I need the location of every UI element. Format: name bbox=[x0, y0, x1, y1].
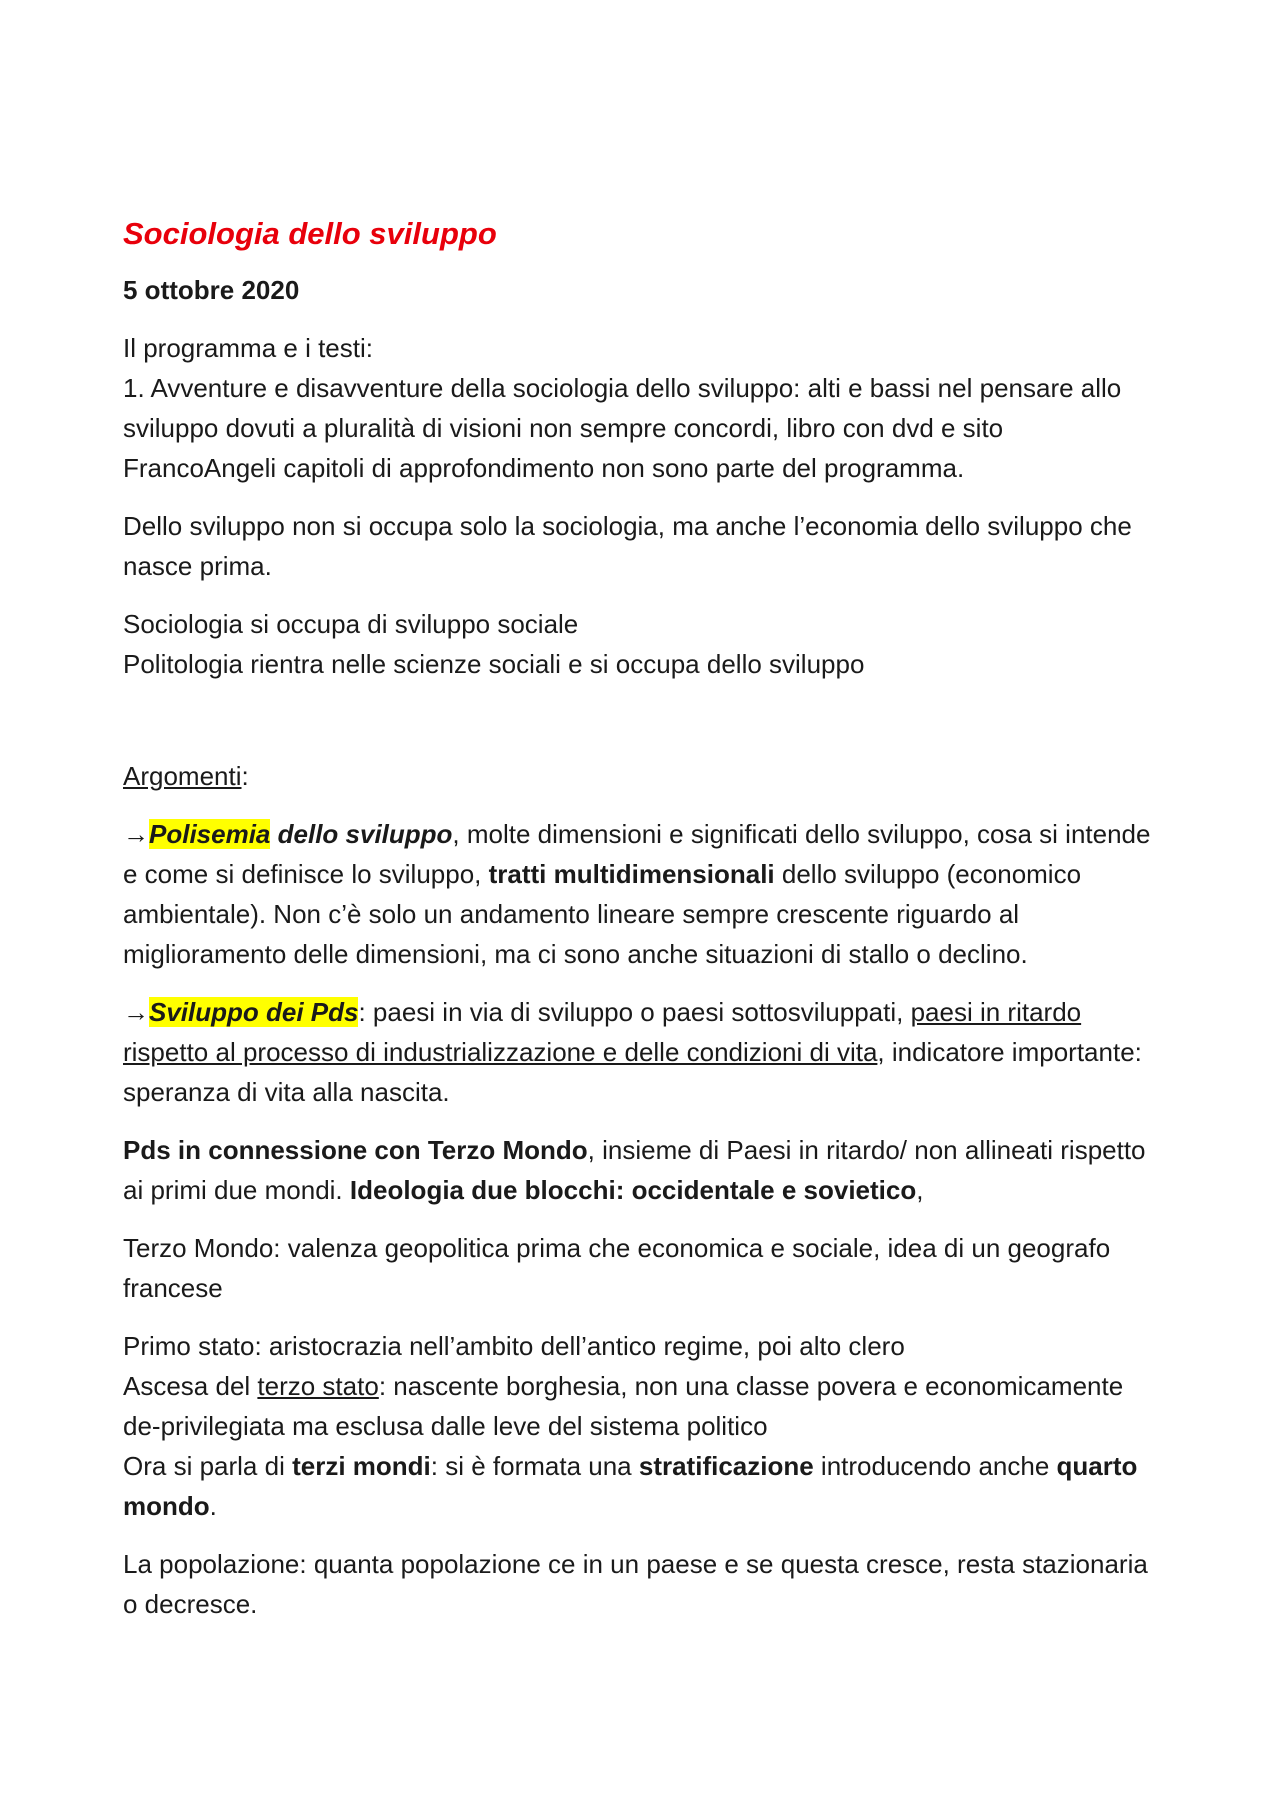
terzi-mondi-bold: terzi mondi bbox=[292, 1451, 431, 1481]
program-heading: Il programma e i testi: bbox=[123, 333, 373, 363]
argomenti-label: Argomenti bbox=[123, 761, 242, 791]
program-item: 1. Avventure e disavventure della sociologia dello sviluppo: alti e bassi nel pensare allo sviluppo dovuti a pluralità di visioni non sempre concordi, libro con dvd e sito FrancoAngeli capitoli di approfondimento non sono parte del programma. bbox=[123, 373, 1122, 483]
terzo-mondo-paragraph bbox=[123, 1130, 1163, 1210]
arrow-right-icon: → bbox=[123, 997, 149, 1027]
terzo-stato-underlined: terzo stato bbox=[257, 1371, 379, 1401]
ascesa-post: : nascente borghesia, non una classe povera e economicamente de-privilegiata ma esclusa dalle leve del sistema politico bbox=[123, 1371, 1124, 1441]
terzo-mondo-bold-2: Ideologia due blocchi: occidentale e sovietico bbox=[349, 1175, 917, 1205]
program-paragraph bbox=[123, 328, 1163, 488]
polisemia-text-2: dello sviluppo (economico ambientale). Non c’è solo un andamento lineare sempre crescente riguardo al miglioramento delle dimensioni, ma ci sono anche situazioni di stallo o declino. bbox=[123, 859, 1082, 969]
document-title: Sociologia dello sviluppo bbox=[123, 216, 497, 251]
primo-stato-line: Primo stato: aristocrazia nell’ambito dell’antico regime, poi alto clero bbox=[123, 1331, 905, 1361]
politologia-line: Politologia rientra nelle scienze sociali e si occupa dello sviluppo bbox=[123, 649, 865, 679]
ascesa-pre: Ascesa del bbox=[123, 1371, 258, 1401]
disciplines-paragraph bbox=[123, 604, 1163, 684]
ora-end: . bbox=[209, 1491, 217, 1521]
pds-paragraph bbox=[123, 992, 1163, 1112]
pds-underlined: paesi in ritardo rispetto al processo di industrializzazione e delle condizioni di vita bbox=[123, 997, 1082, 1067]
ora-mid-2: introducendo anche bbox=[813, 1451, 1057, 1481]
pds-term: Sviluppo dei Pds bbox=[149, 997, 359, 1027]
sociologia-line: Sociologia si occupa di sviluppo sociale bbox=[123, 609, 579, 639]
quarto-mondo-bold: quarto mondo bbox=[123, 1451, 1138, 1521]
stratificazione-bold: stratificazione bbox=[638, 1451, 814, 1481]
document-body bbox=[123, 212, 1163, 1642]
ora-mid: : si è formata una bbox=[430, 1451, 639, 1481]
terzo-mondo-bold-1: Pds in connessione con Terzo Mondo bbox=[123, 1135, 588, 1165]
document-date: 5 ottobre 2020 bbox=[123, 275, 300, 305]
polisemia-text-1: , molte dimensioni e significati dello sviluppo, cosa si intende e come si definisce lo sviluppo, bbox=[123, 819, 1151, 889]
polisemia-term-rest: dello sviluppo bbox=[270, 819, 453, 849]
argomenti-colon: : bbox=[241, 761, 249, 791]
geopolitica-paragraph: Terzo Mondo: valenza geopolitica prima che economica e sociale, idea di un geografo francese bbox=[123, 1233, 1111, 1303]
terzo-mondo-text-2: , bbox=[916, 1175, 924, 1205]
arrow-right-icon: → bbox=[123, 819, 149, 849]
polisemia-bold: tratti multidimensionali bbox=[488, 859, 775, 889]
pds-text-2: , indicatore importante: speranza di vita alla nascita. bbox=[123, 1037, 1142, 1107]
stati-paragraph bbox=[123, 1326, 1163, 1526]
pds-text-1: : paesi in via di sviluppo o paesi sottosviluppati, bbox=[358, 997, 911, 1027]
economia-paragraph: Dello sviluppo non si occupa solo la sociologia, ma anche l’economia dello sviluppo che nasce prima. bbox=[123, 511, 1132, 581]
terzo-mondo-text-1: , insieme di Paesi in ritardo/ non allineati rispetto ai primi due mondi. bbox=[123, 1135, 1146, 1205]
polisemia-paragraph bbox=[123, 814, 1163, 974]
blank-space bbox=[123, 702, 1163, 756]
argomenti-heading bbox=[123, 756, 1163, 796]
popolazione-paragraph: La popolazione: quanta popolazione ce in un paese e se questa cresce, resta stazionaria o decresce. bbox=[123, 1549, 1148, 1619]
polisemia-term: Polisemia bbox=[149, 819, 271, 849]
ora-pre: Ora si parla di bbox=[123, 1451, 293, 1481]
